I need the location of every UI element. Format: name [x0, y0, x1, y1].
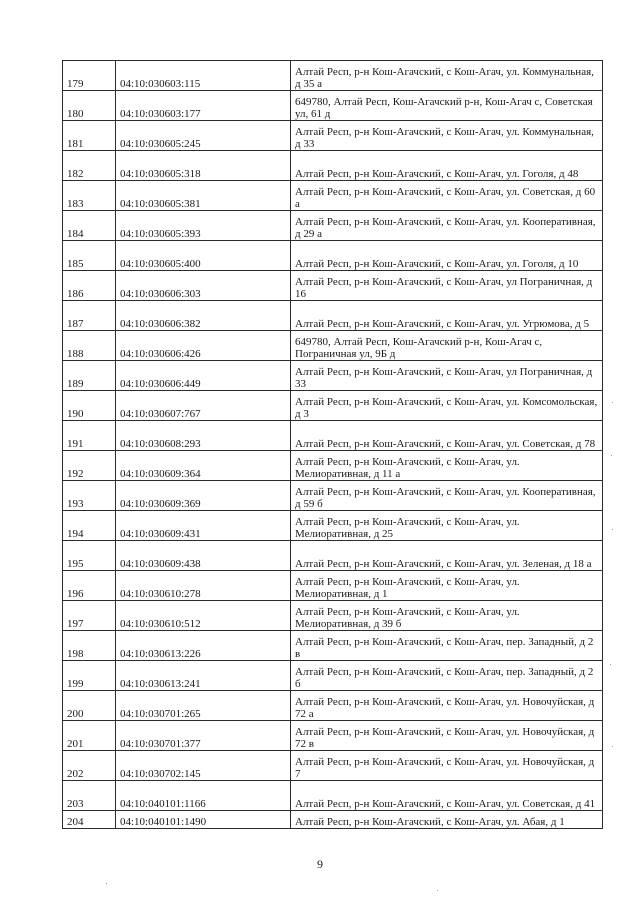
table-row — [63, 691, 603, 721]
table-row — [63, 391, 603, 421]
cadastral-number-cell: 04:10:030613:226 — [116, 631, 291, 661]
cadastral-number-cell: 04:10:030610:278 — [116, 571, 291, 601]
row-number-cell: 204 — [63, 811, 116, 829]
cadastral-number-cell: 04:10:030608:293 — [116, 421, 291, 451]
cadastral-number-cell: 04:10:030609:369 — [116, 481, 291, 511]
cadastral-number-cell: 04:10:030605:381 — [116, 181, 291, 211]
cadastral-number-cell: 04:10:030607:767 — [116, 391, 291, 421]
row-number-cell: 185 — [63, 241, 116, 271]
address-cell: Алтай Респ, р-н Кош-Агачский, с Кош-Агач, ул. Абая, д 1 — [291, 811, 603, 829]
row-number-cell: 191 — [63, 421, 116, 451]
scan-speck — [610, 664, 611, 665]
table-row — [63, 91, 603, 121]
address-cell: Алтай Респ, р-н Кош-Агачский, с Кош-Агач, ул Пограничная, д 33 — [291, 361, 603, 391]
table-row — [63, 811, 603, 829]
table-row — [63, 421, 603, 451]
cadastral-number-cell: 04:10:030605:393 — [116, 211, 291, 241]
cadastral-number-cell: 04:10:030609:364 — [116, 451, 291, 481]
table-row — [63, 61, 603, 91]
address-cell: 649780, Алтай Респ, Кош-Агачский р-н, Кош-Агач с, Советская ул, 61 д — [291, 91, 603, 121]
cadastral-number-cell: 04:10:030702:145 — [116, 751, 291, 781]
table-row — [63, 541, 603, 571]
cadastral-number-cell: 04:10:040101:1166 — [116, 781, 291, 811]
scan-speck — [612, 746, 613, 747]
table-row — [63, 151, 603, 181]
cadastral-number-cell: 04:10:030606:426 — [116, 331, 291, 361]
table-row — [63, 211, 603, 241]
table-row — [63, 241, 603, 271]
table-row — [63, 511, 603, 541]
address-cell: Алтай Респ, р-н Кош-Агачский, с Кош-Агач, ул. Советская, д 41 — [291, 781, 603, 811]
cadastral-number-cell: 04:10:030603:177 — [116, 91, 291, 121]
address-cell: 649780, Алтай Респ, Кош-Агачский р-н, Кош-Агач с, Пограничная ул, 9Б д — [291, 331, 603, 361]
table-row — [63, 661, 603, 691]
row-number-cell: 201 — [63, 721, 116, 751]
cadastral-number-cell: 04:10:030606:449 — [116, 361, 291, 391]
row-number-cell: 184 — [63, 211, 116, 241]
address-cell: Алтай Респ, р-н Кош-Агачский, с Кош-Агач, ул. Кооперативная, д 29 а — [291, 211, 603, 241]
cadastral-number-cell: 04:10:030609:438 — [116, 541, 291, 571]
table-row — [63, 571, 603, 601]
row-number-cell: 197 — [63, 601, 116, 631]
table-row — [63, 451, 603, 481]
table-row — [63, 301, 603, 331]
address-cell: Алтай Респ, р-н Кош-Агачский, с Кош-Агач, ул. Новочуйская, д 7 — [291, 751, 603, 781]
address-cell: Алтай Респ, р-н Кош-Агачский, с Кош-Агач, пер. Западный, д 2 в — [291, 631, 603, 661]
row-number-cell: 189 — [63, 361, 116, 391]
cadastral-number-cell: 04:10:030701:377 — [116, 721, 291, 751]
table-row — [63, 181, 603, 211]
address-cell: Алтай Респ, р-н Кош-Агачский, с Кош-Агач, ул. Гоголя, д 10 — [291, 241, 603, 271]
property-registry-table — [62, 60, 603, 829]
row-number-cell: 202 — [63, 751, 116, 781]
address-cell: Алтай Респ, р-н Кош-Агачский, с Кош-Агач, ул. Советская, д 78 — [291, 421, 603, 451]
page-number: 9 — [317, 857, 323, 871]
row-number-cell: 183 — [63, 181, 116, 211]
table-row — [63, 481, 603, 511]
cadastral-number-cell: 04:10:040101:1490 — [116, 811, 291, 829]
scan-speck — [437, 890, 438, 891]
row-number-cell: 195 — [63, 541, 116, 571]
scan-speck — [612, 402, 613, 403]
row-number-cell: 187 — [63, 301, 116, 331]
address-cell: Алтай Респ, р-н Кош-Агачский, с Кош-Агач, ул. Советская, д 60 а — [291, 181, 603, 211]
cadastral-number-cell: 04:10:030613:241 — [116, 661, 291, 691]
row-number-cell: 186 — [63, 271, 116, 301]
row-number-cell: 200 — [63, 691, 116, 721]
address-cell: Алтай Респ, р-н Кош-Агачский, с Кош-Агач, ул. Мелиоративная, д 39 б — [291, 601, 603, 631]
scan-speck — [612, 529, 613, 530]
row-number-cell: 203 — [63, 781, 116, 811]
address-cell: Алтай Респ, р-н Кош-Агачский, с Кош-Агач, ул. Мелиоративная, д 11 а — [291, 451, 603, 481]
cadastral-number-cell: 04:10:030606:303 — [116, 271, 291, 301]
cadastral-number-cell: 04:10:030609:431 — [116, 511, 291, 541]
row-number-cell: 190 — [63, 391, 116, 421]
address-cell: Алтай Респ, р-н Кош-Агачский, с Кош-Агач, ул. Гоголя, д 48 — [291, 151, 603, 181]
table-row — [63, 271, 603, 301]
table-row — [63, 781, 603, 811]
address-cell: Алтай Респ, р-н Кош-Агачский, с Кош-Агач, ул. Кооперативная, д 59 б — [291, 481, 603, 511]
address-cell: Алтай Респ, р-н Кош-Агачский, с Кош-Агач, ул. Коммунальная, д 35 а — [291, 61, 603, 91]
address-cell: Алтай Респ, р-н Кош-Агачский, с Кош-Агач, ул. Коммунальная, д 33 — [291, 121, 603, 151]
cadastral-number-cell: 04:10:030606:382 — [116, 301, 291, 331]
row-number-cell: 180 — [63, 91, 116, 121]
table-row — [63, 721, 603, 751]
row-number-cell: 192 — [63, 451, 116, 481]
cadastral-number-cell: 04:10:030701:265 — [116, 691, 291, 721]
row-number-cell: 199 — [63, 661, 116, 691]
row-number-cell: 193 — [63, 481, 116, 511]
cadastral-number-cell: 04:10:030605:400 — [116, 241, 291, 271]
row-number-cell: 194 — [63, 511, 116, 541]
scan-speck — [106, 883, 107, 884]
row-number-cell: 182 — [63, 151, 116, 181]
cadastral-number-cell: 04:10:030610:512 — [116, 601, 291, 631]
table-row — [63, 751, 603, 781]
table-row — [63, 331, 603, 361]
row-number-cell: 198 — [63, 631, 116, 661]
address-cell: Алтай Респ, р-н Кош-Агачский, с Кош-Агач, ул. Новочуйская, д 72 в — [291, 721, 603, 751]
address-cell: Алтай Респ, р-н Кош-Агачский, с Кош-Агач, ул. Мелиоративная, д 1 — [291, 571, 603, 601]
address-cell: Алтай Респ, р-н Кош-Агачский, с Кош-Агач, ул. Угрюмова, д 5 — [291, 301, 603, 331]
row-number-cell: 179 — [63, 61, 116, 91]
address-cell: Алтай Респ, р-н Кош-Агачский, с Кош-Агач, ул. Мелиоративная, д 25 — [291, 511, 603, 541]
table-row — [63, 601, 603, 631]
address-cell: Алтай Респ, р-н Кош-Агачский, с Кош-Агач, ул. Новочуйская, д 72 а — [291, 691, 603, 721]
table-row — [63, 631, 603, 661]
address-cell: Алтай Респ, р-н Кош-Агачский, с Кош-Агач, ул Пограничная, д 16 — [291, 271, 603, 301]
cadastral-number-cell: 04:10:030605:245 — [116, 121, 291, 151]
address-cell: Алтай Респ, р-н Кош-Агачский, с Кош-Агач, пер. Западный, д 2 б — [291, 661, 603, 691]
address-cell: Алтай Респ, р-н Кош-Агачский, с Кош-Агач, ул. Зеленая, д 18 а — [291, 541, 603, 571]
table-row — [63, 361, 603, 391]
table-row — [63, 121, 603, 151]
address-cell: Алтай Респ, р-н Кош-Агачский, с Кош-Агач, ул. Комсомольская, д 3 — [291, 391, 603, 421]
cadastral-number-cell: 04:10:030603:115 — [116, 61, 291, 91]
cadastral-number-cell: 04:10:030605:318 — [116, 151, 291, 181]
row-number-cell: 196 — [63, 571, 116, 601]
row-number-cell: 188 — [63, 331, 116, 361]
table-body — [63, 61, 603, 829]
scan-speck — [611, 455, 612, 456]
row-number-cell: 181 — [63, 121, 116, 151]
